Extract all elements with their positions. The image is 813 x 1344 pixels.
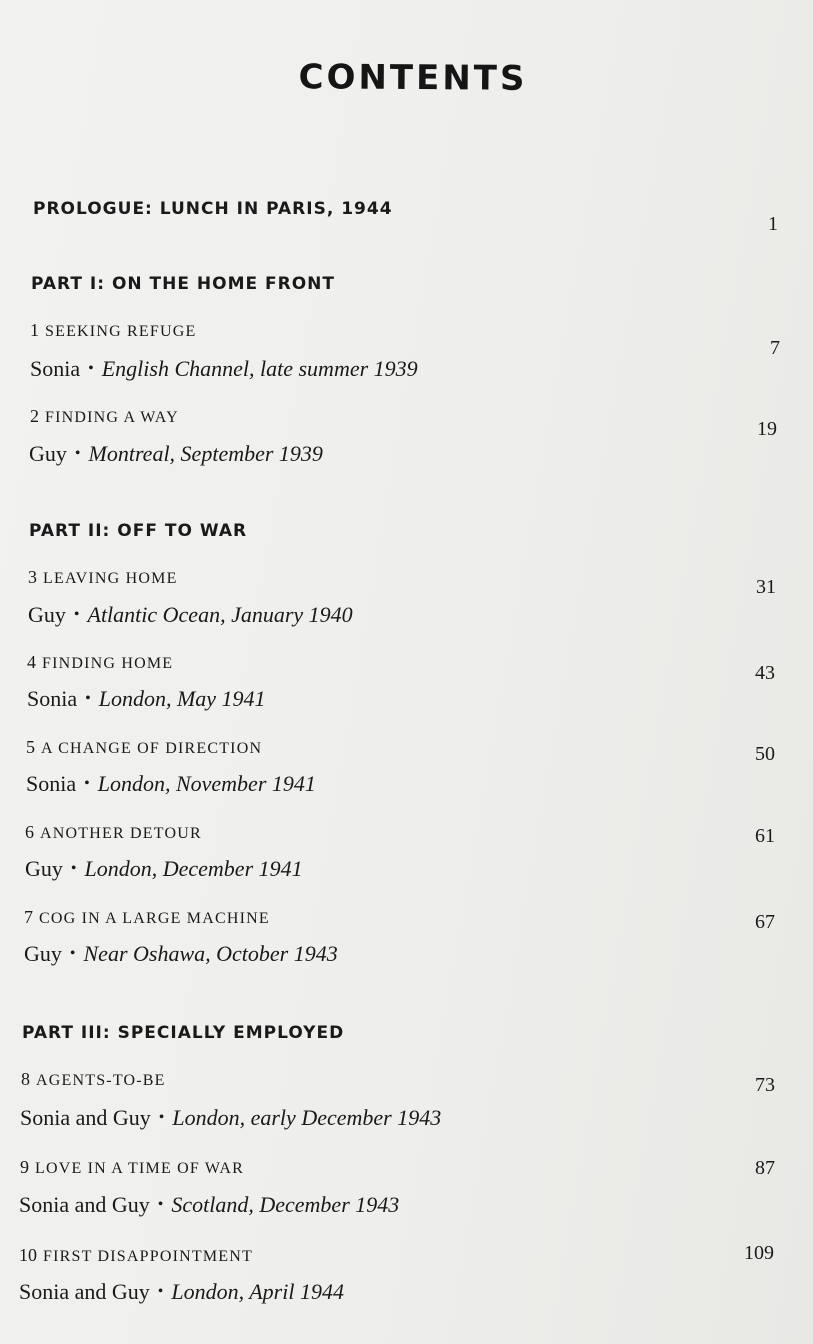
- chapter-subtitle: [27, 686, 266, 712]
- chapter-title: [30, 406, 179, 427]
- chapter-subtitle: [19, 1192, 399, 1218]
- bullet-separator: •: [88, 360, 94, 377]
- chapter-setting: London, April 1944: [171, 1279, 344, 1304]
- chapter-title: [25, 822, 202, 843]
- chapter-narrator: Sonia: [26, 771, 77, 796]
- chapter-title-text: AGENTS-TO-BE: [36, 1072, 166, 1089]
- chapter-number: 2: [30, 406, 39, 426]
- bullet-separator: •: [74, 445, 81, 462]
- chapter-setting: London, May 1941: [98, 686, 266, 711]
- chapter-page-number: 109: [744, 1242, 774, 1264]
- chapter-title: [19, 1245, 253, 1266]
- chapter-setting: London, early December 1943: [172, 1105, 442, 1130]
- chapter-title-text: LEAVING HOME: [43, 570, 178, 587]
- chapter-title: [20, 1157, 244, 1178]
- chapter-setting: Montreal, September 1939: [88, 441, 323, 466]
- chapter-title: [28, 567, 178, 588]
- chapter-number: 10: [19, 1245, 37, 1265]
- chapter-title-text: SEEKING REFUGE: [45, 323, 197, 340]
- bullet-separator: •: [157, 1196, 164, 1213]
- chapter-setting: English Channel, late summer 1939: [101, 356, 418, 381]
- bullet-separator: •: [73, 606, 80, 623]
- bullet-separator: •: [85, 690, 91, 707]
- chapter-narrator: Guy: [24, 941, 62, 966]
- chapter-narrator: Sonia and Guy: [19, 1192, 150, 1217]
- prologue-heading: PROLOGUE: LUNCH IN PARIS, 1944: [33, 199, 393, 219]
- chapter-number: 9: [20, 1157, 29, 1177]
- chapter-number: 1: [30, 320, 39, 340]
- chapter-subtitle: [26, 771, 316, 797]
- bullet-separator: •: [158, 1109, 165, 1126]
- chapter-narrator: Sonia and Guy: [20, 1105, 151, 1130]
- chapter-subtitle: [28, 602, 353, 628]
- chapter-page-number: 31: [756, 576, 776, 598]
- bullet-separator: •: [157, 1283, 164, 1300]
- part-heading: PART III: SPECIALLY EMPLOYED: [22, 1023, 345, 1043]
- chapter-title-text: FIRST DISAPPOINTMENT: [43, 1248, 253, 1265]
- chapter-number: 6: [25, 822, 34, 842]
- chapter-title-text: FINDING HOME: [42, 655, 174, 672]
- chapter-title-text: FINDING A WAY: [45, 409, 179, 426]
- chapter-narrator: Sonia: [27, 686, 78, 711]
- chapter-subtitle: [19, 1279, 344, 1305]
- chapter-page-number: 7: [770, 337, 780, 359]
- chapter-title-text: ANOTHER DETOUR: [40, 825, 202, 842]
- chapter-number: 8: [21, 1069, 30, 1089]
- chapter-title: [24, 907, 270, 928]
- chapter-narrator: Guy: [28, 602, 66, 627]
- part-heading: PART I: ON THE HOME FRONT: [31, 274, 335, 294]
- chapter-page-number: 61: [755, 825, 775, 847]
- chapter-number: 3: [28, 567, 37, 587]
- chapter-narrator: Guy: [25, 856, 63, 881]
- page-title: CONTENTS: [298, 57, 528, 99]
- chapter-title: [27, 652, 173, 673]
- chapter-number: 4: [27, 652, 36, 672]
- chapter-setting: London, December 1941: [84, 856, 303, 881]
- chapter-subtitle: [30, 356, 418, 382]
- chapter-narrator: Guy: [29, 441, 67, 466]
- chapter-subtitle: [24, 941, 338, 967]
- chapter-narrator: Sonia: [30, 356, 81, 381]
- chapter-title-text: A CHANGE OF DIRECTION: [41, 740, 263, 757]
- chapter-subtitle: [20, 1105, 441, 1131]
- chapter-title: [26, 737, 262, 758]
- chapter-page-number: 19: [757, 418, 777, 440]
- chapter-page-number: 43: [755, 662, 775, 684]
- chapter-setting: London, November 1941: [97, 771, 316, 796]
- bullet-separator: •: [70, 860, 77, 877]
- chapter-setting: Near Oshawa, October 1943: [83, 941, 338, 966]
- chapter-title: [30, 320, 196, 341]
- chapter-setting: Scotland, December 1943: [171, 1192, 400, 1217]
- chapter-page-number: 73: [755, 1074, 775, 1096]
- chapter-subtitle: [25, 856, 303, 882]
- bullet-separator: •: [69, 945, 76, 962]
- chapter-setting: Atlantic Ocean, January 1940: [87, 602, 353, 627]
- chapter-page-number: 67: [755, 911, 775, 933]
- chapter-number: 5: [26, 737, 35, 757]
- part-heading: PART II: OFF TO WAR: [29, 521, 248, 541]
- chapter-page-number: 50: [755, 743, 775, 765]
- bullet-separator: •: [84, 775, 90, 792]
- chapter-title-text: COG IN A LARGE MACHINE: [39, 910, 270, 927]
- chapter-subtitle: [29, 441, 323, 467]
- chapter-number: 7: [24, 907, 33, 927]
- chapter-narrator: Sonia and Guy: [19, 1279, 150, 1304]
- chapter-title: [21, 1069, 166, 1090]
- chapter-title-text: LOVE IN A TIME OF WAR: [35, 1160, 245, 1177]
- chapter-page-number: 87: [755, 1157, 775, 1179]
- prologue-page-number: 1: [768, 213, 778, 235]
